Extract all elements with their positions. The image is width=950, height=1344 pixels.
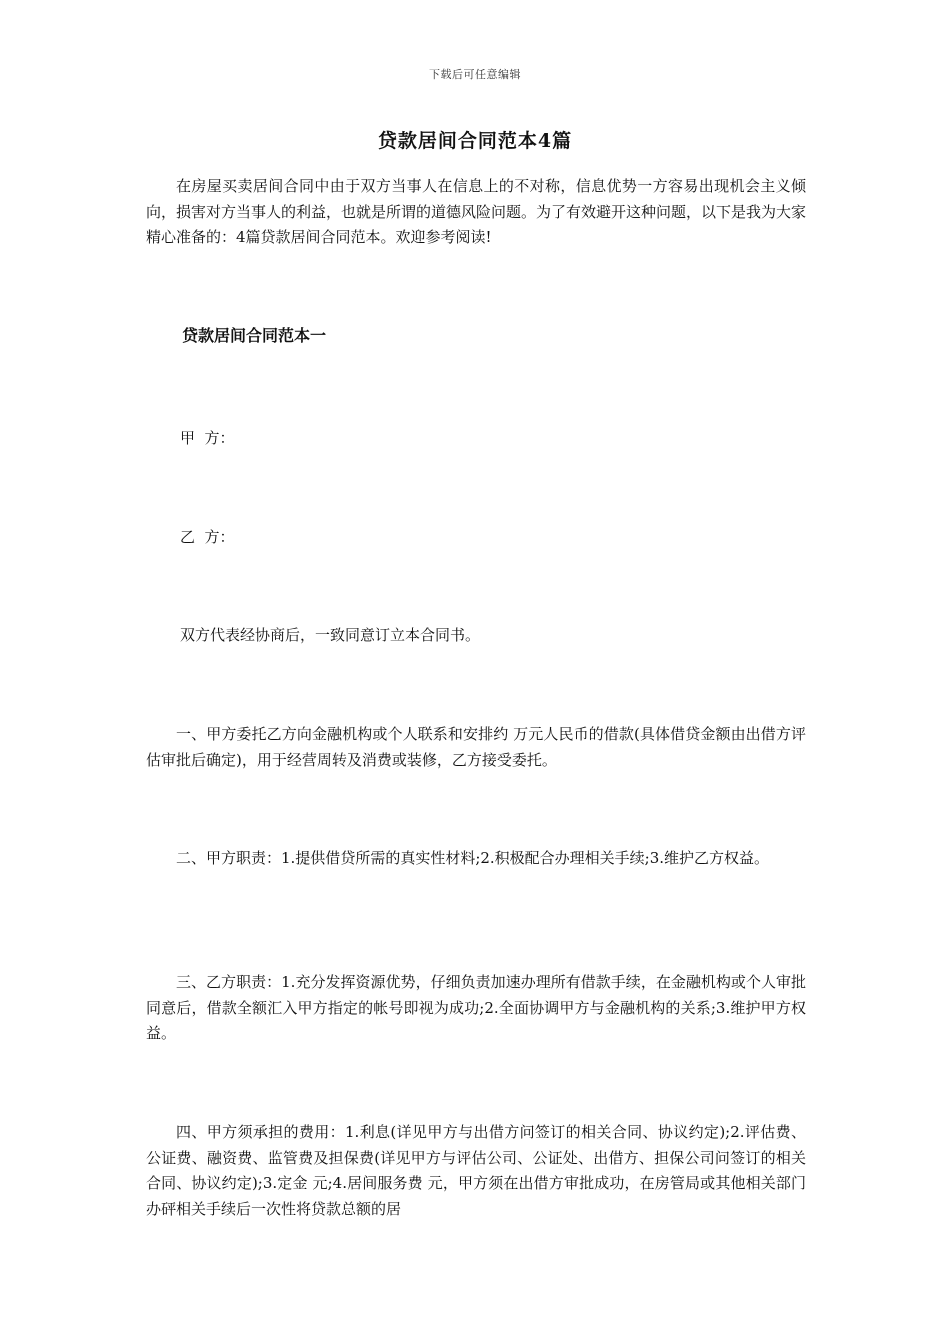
party-a-line: 甲 方：	[180, 429, 235, 447]
intro-paragraph: 在房屋买卖居间合同中由于双方当事人在信息上的不对称，信息优势一方容易出现机会主义倾向，损害对方当事人的利益，也就是所谓的道德风险问题。为了有效避开这种问题，以下是我为大家精心准备的：4篇贷款居间合同范本。欢迎参考阅读!	[146, 177, 807, 246]
clause-four: 四、甲方须承担的费用：1.利息(详见甲方与出借方问签订的相关合同、协议约定);2.评估费、公证费、融资费、监管费及担保费(详见甲方与评估公司、公证处、出借方、担保公司问签订的相关合同、协议约定);3.定金 元;4.居间服务费 元，甲方须在出借方审批成功，在房管局或其他相关部门办砰相关手续后一次性将贷款总额的居	[146, 1123, 806, 1218]
clause-two: 二、甲方职责：1.提供借贷所需的真实性材料;2.积极配合办理相关手续;3.维护乙方权益。	[176, 849, 770, 867]
document-title: 贷款居间合同范本4篇	[377, 130, 573, 152]
party-b-line: 乙 方：	[180, 528, 235, 546]
clause-three: 三、乙方职责：1.充分发挥资源优势，仔细负责加速办理所有借款手续，在金融机构或个人审批同意后，借款全额汇入甲方指定的帐号即视为成功;2.全面协调甲方与金融机构的关系;3.维护甲方权益。	[146, 973, 806, 1042]
clause-one: 一、甲方委托乙方向金融机构或个人联系和安排约 万元人民币的借款(具体借贷金额由出借方评估审批后确定)，用于经营周转及消费或装修，乙方接受委托。	[146, 725, 806, 769]
section-heading: 贷款居间合同范本一	[182, 326, 327, 345]
agreement-line: 双方代表经协商后，一致同意订立本合同书。	[180, 626, 481, 644]
header-note: 下载后可任意编辑	[429, 68, 521, 81]
